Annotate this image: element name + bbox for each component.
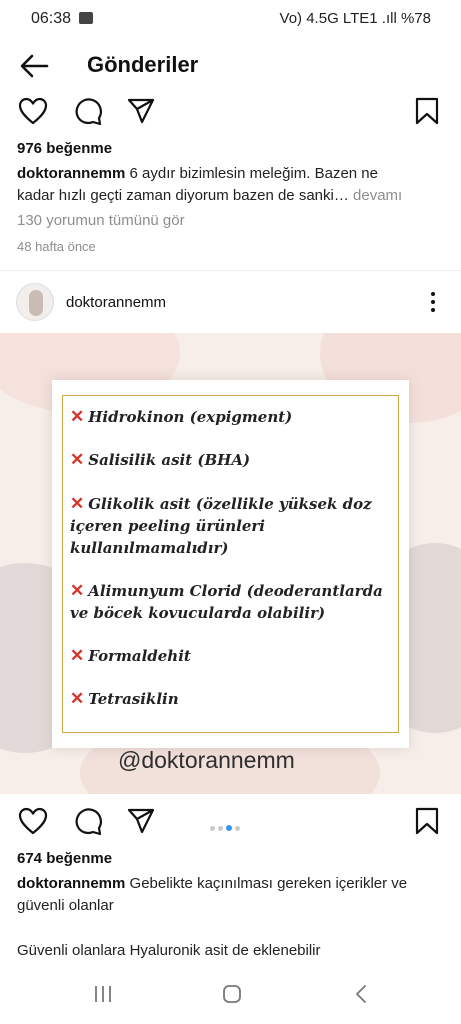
- carousel-dot-active: [226, 825, 232, 831]
- card-item: ✕ Alimunyum Clorid (deoderantlarda: [70, 581, 383, 601]
- caption-username[interactable]: doktorannemm: [17, 165, 126, 182]
- x-mark-icon: ✕: [70, 689, 85, 709]
- watermark: @doktorannemm: [118, 747, 295, 773]
- status-indicators: Vo) 4.5G LTE1 .ıll %78: [279, 10, 431, 27]
- card-item-cont: kullanılmamalıdır): [70, 539, 229, 557]
- bookmark-icon[interactable]: [414, 96, 440, 126]
- carousel-dot: [235, 826, 240, 831]
- recent-apps-icon[interactable]: [92, 984, 114, 1004]
- post-image[interactable]: [0, 333, 461, 794]
- back-arrow-icon[interactable]: [18, 52, 50, 80]
- heart-icon[interactable]: [17, 96, 49, 126]
- card-item: ✕ Tetrasiklin: [70, 689, 179, 709]
- likes-count[interactable]: 976 beğenme: [17, 140, 113, 157]
- bookmark-icon[interactable]: [414, 806, 440, 836]
- x-mark-icon: ✕: [70, 450, 85, 470]
- comment-icon[interactable]: [73, 806, 103, 836]
- divider: [0, 270, 461, 271]
- header: [0, 40, 461, 92]
- comment-icon[interactable]: [73, 96, 103, 126]
- avatar[interactable]: [16, 283, 54, 321]
- carousel-dot: [210, 826, 215, 831]
- caption-text: Gebelikte kaçınılması gereken içerikler ve: [129, 875, 408, 892]
- status-time: 06:38: [31, 10, 72, 27]
- gallery-notification-icon: [79, 12, 93, 24]
- carousel-dot: [218, 826, 223, 831]
- caption-text-2: kadar hızlı geçti zaman diyorum bazen de sanki…: [17, 187, 349, 204]
- back-nav-icon[interactable]: [352, 983, 370, 1005]
- view-comments-link[interactable]: 130 yorumun tümünü gör: [17, 212, 185, 229]
- x-mark-icon: ✕: [70, 646, 85, 666]
- info-card: [52, 380, 409, 748]
- caption-text-3: Güvenli olanlara Hyaluronik asit de eklenebilir: [17, 942, 321, 959]
- post-caption: [17, 163, 442, 207]
- caption-text-2: güvenli olanlar: [17, 897, 114, 914]
- more-icon[interactable]: [428, 292, 438, 314]
- carousel-dots: [210, 818, 243, 836]
- heart-icon[interactable]: [17, 806, 49, 836]
- post-username[interactable]: doktorannemm: [66, 294, 167, 311]
- share-icon[interactable]: [126, 97, 156, 125]
- card-item: ✕ Hidrokinon (expigment): [70, 407, 293, 427]
- likes-count[interactable]: 674 beğenme: [17, 850, 113, 867]
- card-item-cont: ve böcek kovucularda olabilir): [70, 604, 326, 622]
- card-border: [62, 395, 399, 733]
- x-mark-icon: ✕: [70, 581, 85, 601]
- more-link[interactable]: devamı: [353, 187, 403, 204]
- caption-username[interactable]: doktorannemm: [17, 875, 126, 892]
- post-time: 48 hafta önce: [17, 239, 96, 254]
- card-item: ✕ Formaldehit: [70, 646, 191, 666]
- caption-text: 6 aydır bizimlesin meleğim. Bazen ne: [129, 165, 378, 182]
- x-mark-icon: ✕: [70, 494, 85, 514]
- card-item: ✕ Glikolik asit (özellikle yüksek doz: [70, 494, 372, 514]
- card-item-cont: içeren peeling ürünleri: [70, 517, 265, 535]
- home-icon[interactable]: [221, 983, 243, 1005]
- page-title: Gönderiler: [87, 52, 199, 77]
- post-caption: [17, 873, 442, 917]
- system-nav-bar: [0, 974, 461, 1024]
- card-item: ✕ Salisilik asit (BHA): [70, 450, 251, 470]
- status-bar: [0, 0, 461, 38]
- share-icon[interactable]: [126, 807, 156, 835]
- x-mark-icon: ✕: [70, 407, 85, 427]
